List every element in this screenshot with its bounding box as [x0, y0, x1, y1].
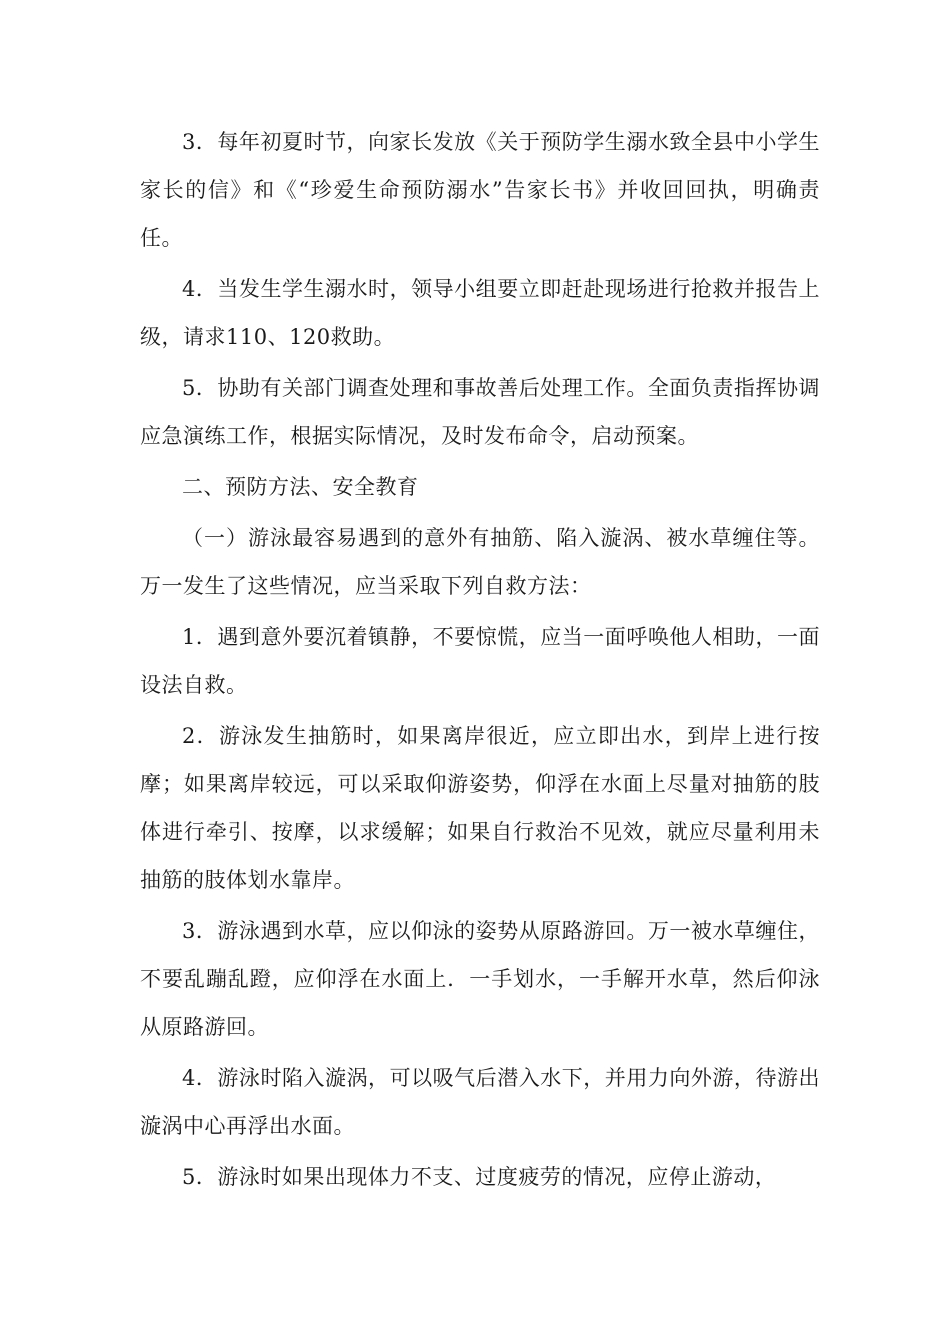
- method-item-5: 5．游泳时如果出现体力不支、过度疲劳的情况，应停止游动，: [182, 1165, 777, 1189]
- method-item-3: 3．游泳遇到水草，应以仰泳的姿势从原路游回。万一被水草缠住，不要乱蹦乱蹬，应仰浮在水面上．一手划水，一手解开水草，然后仰泳从原路游回。: [140, 919, 820, 1039]
- paragraph-item-5: 5．协助有关部门调查处理和事故善后处理工作。全面负责指挥协调应急演练工作，根据实际情况，及时发布命令，启动预案。: [140, 376, 820, 448]
- paragraph-item-3: 3．每年初夏时节，向家长发放《关于预防学生溺水致全县中小学生家长的信》和《“珍爱生命预防溺水”告家长书》并收回回执，明确责任。: [140, 130, 820, 250]
- method-item-2: 2．游泳发生抽筋时，如果离岸很近，应立即出水，到岸上进行按摩；如果离岸较远，可以采取仰游姿势，仰浮在水面上尽量对抽筋的肢体进行牵引、按摩，以求缓解；如果自行救治不见效，就应尽量利用未抽筋的肢体划水靠岸。: [140, 724, 820, 892]
- subsection-intro: （一）游泳最容易遇到的意外有抽筋、陷入漩涡、被水草缠住等。万一发生了这些情况，应当采取下列自救方法：: [140, 526, 820, 598]
- section-heading: 二、预防方法、安全教育: [182, 475, 419, 499]
- method-item-1: 1．遇到意外要沉着镇静，不要惊慌，应当一面呼唤他人相助，一面设法自救。: [140, 625, 820, 697]
- method-item-4: 4．游泳时陷入漩涡，可以吸气后潜入水下，并用力向外游，待游出漩涡中心再浮出水面。: [140, 1066, 820, 1138]
- document-body: [140, 118, 820, 1204]
- paragraph-item-4: 4．当发生学生溺水时，领导小组要立即赶赴现场进行抢救并报告上级，请求110、120救助。: [140, 277, 820, 349]
